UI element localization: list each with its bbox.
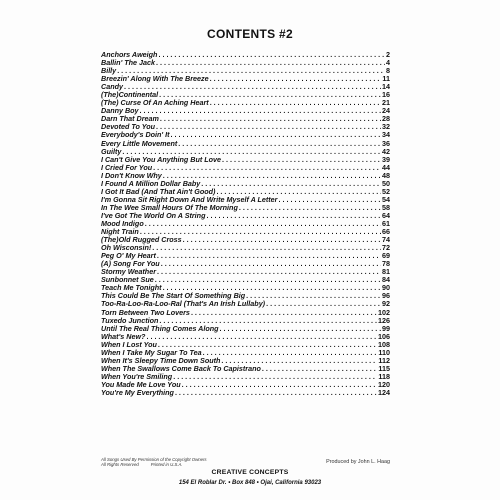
- toc-entry: [101, 83, 390, 91]
- page-number: 8: [386, 67, 390, 76]
- dot-leader: [182, 381, 377, 389]
- dot-leader: [206, 212, 381, 220]
- toc-entry: [101, 236, 390, 244]
- song-title: Teach Me Tonight: [101, 284, 162, 293]
- dot-leader: [159, 317, 377, 325]
- toc-entry: [101, 220, 390, 228]
- dot-leader: [175, 389, 377, 397]
- dot-leader: [156, 59, 385, 67]
- dot-leader: [216, 188, 381, 196]
- toc-entry: [101, 228, 390, 236]
- toc-entry: [101, 164, 390, 172]
- toc-entry: [101, 317, 390, 325]
- dot-leader: [155, 276, 381, 284]
- page-number: 28: [382, 115, 390, 124]
- song-title: Tuxedo Junction: [101, 316, 159, 325]
- dot-leader: [156, 123, 381, 131]
- toc-entry: [101, 59, 390, 67]
- page-number: 61: [382, 219, 390, 228]
- song-title: When It's Sleepy Time Down South: [101, 356, 221, 365]
- toc-entry: [101, 156, 390, 164]
- song-title: In The Wee Small Hours Of The Morning: [101, 203, 238, 212]
- toc-entry: [101, 180, 390, 188]
- page-number: 58: [382, 203, 390, 212]
- page-number: 99: [382, 324, 390, 333]
- dot-leader: [140, 228, 381, 236]
- page-number: 21: [382, 99, 390, 108]
- toc-entry: [101, 99, 390, 107]
- song-title: Everybody's Doin' It: [101, 131, 170, 140]
- toc-entry: [101, 373, 390, 381]
- song-title: Ballin' The Jack: [101, 59, 156, 68]
- toc-entry: [101, 67, 390, 75]
- page-number: 42: [382, 147, 390, 156]
- song-title: Billy: [101, 67, 117, 76]
- toc-entry: [101, 381, 390, 389]
- toc-entry: [101, 357, 390, 365]
- dot-leader: [210, 75, 382, 83]
- song-title: I've Got The World On A String: [101, 211, 206, 220]
- song-title: Oh Wisconsin!: [101, 244, 152, 253]
- page-number: 4: [386, 59, 390, 68]
- publisher-address: 154 El Roblar Dr. • Box 848 • Ojai, California 93023: [178, 480, 322, 486]
- toc-entry: [101, 276, 390, 284]
- page-number: 112: [378, 356, 390, 365]
- song-title: What's New?: [101, 332, 146, 341]
- song-title: Peg O' My Heart: [101, 252, 156, 261]
- dot-leader: [157, 252, 381, 260]
- toc-entry: [101, 148, 390, 156]
- toc-entry: [101, 244, 390, 252]
- page-title: CONTENTS #2: [207, 27, 293, 41]
- page-number: 39: [382, 155, 390, 164]
- page-number: 120: [378, 380, 390, 389]
- page-number: 124: [378, 388, 390, 397]
- toc-entry: [101, 300, 390, 308]
- page-number: 108: [378, 340, 390, 349]
- dot-leader: [191, 309, 377, 317]
- toc-entry: [101, 131, 390, 139]
- page-number: 78: [382, 260, 390, 269]
- toc-entry: [101, 75, 390, 83]
- dot-leader: [158, 51, 385, 59]
- page-number: 64: [382, 211, 390, 220]
- page-number: 54: [382, 195, 390, 204]
- song-title: Stormy Weather: [101, 268, 156, 277]
- song-title: Too-Ra-Loo-Ra-Loo-Ral (That's An Irish Lullaby): [101, 300, 266, 309]
- song-title: When I Lost You: [101, 340, 157, 349]
- dot-leader: [221, 357, 377, 365]
- dot-leader: [246, 292, 381, 300]
- song-title: (The)Continental: [101, 91, 159, 100]
- song-title: Breezin' Along With The Breeze: [101, 75, 209, 84]
- song-title: Danny Boy: [101, 107, 139, 116]
- dot-leader: [183, 236, 381, 244]
- page-number: 2: [386, 51, 390, 59]
- page-number: 106: [378, 332, 390, 341]
- song-title: (The) Curse Of An Aching Heart: [101, 99, 209, 108]
- toc-entry: [101, 204, 390, 212]
- song-title: Guilty: [101, 147, 122, 156]
- page-number: 14: [382, 83, 390, 92]
- song-title: Darn That Dream: [101, 115, 159, 124]
- dot-leader: [146, 333, 377, 341]
- toc-entry: [101, 309, 390, 317]
- song-title: Torn Between Two Lovers: [101, 308, 190, 317]
- toc-entry: [101, 389, 390, 397]
- song-title: I Can't Give You Anything But Love: [101, 155, 222, 164]
- song-title: I Got It Bad (And That Ain't Good): [101, 187, 216, 196]
- song-title: Sunbonnet Sue: [101, 276, 154, 285]
- page-number: 74: [382, 236, 390, 245]
- toc-entry: [101, 260, 390, 268]
- page-number: 24: [382, 107, 390, 116]
- publisher-name: CREATIVE CONCEPTS: [211, 469, 289, 476]
- page-number: 96: [382, 292, 390, 301]
- song-title: Candy: [101, 83, 123, 92]
- toc-entry: [101, 349, 390, 357]
- song-title: When I Take My Sugar To Tea: [101, 348, 202, 357]
- song-title: When You're Smiling: [101, 372, 173, 381]
- dot-leader: [163, 284, 381, 292]
- song-title: You're My Everything: [101, 388, 174, 397]
- toc-entry: [101, 115, 390, 123]
- toc-entry: [101, 107, 390, 115]
- dot-leader: [140, 107, 381, 115]
- song-title: This Could Be The Start Of Something Big: [101, 292, 246, 301]
- permission-text: All Songs Used By Permission of the Copyright Owners: [101, 457, 207, 462]
- page-number: 118: [378, 372, 390, 381]
- dot-leader: [160, 115, 381, 123]
- song-title: I'm Gonna Sit Right Down And Write Myself A Letter: [101, 195, 278, 204]
- toc-entry: [101, 325, 390, 333]
- page-number: 102: [378, 308, 390, 317]
- dot-leader: [278, 196, 381, 204]
- page-number: 36: [382, 139, 390, 148]
- song-title: Night Train: [101, 228, 139, 237]
- dot-leader: [124, 83, 381, 91]
- dot-leader: [201, 180, 381, 188]
- dot-leader: [161, 260, 381, 268]
- toc-entry: [101, 333, 390, 341]
- song-title: You Made Me Love You: [101, 380, 181, 389]
- toc-entry: [101, 172, 390, 180]
- song-title: Mood Indigo: [101, 219, 144, 228]
- page-number: 52: [382, 187, 390, 196]
- rights-text: All Rights Reserved: [101, 462, 139, 468]
- toc-entry: [101, 91, 390, 99]
- toc-entry: [101, 292, 390, 300]
- song-title: Devoted To You: [101, 123, 156, 132]
- dot-leader: [262, 365, 378, 373]
- dot-leader: [157, 268, 381, 276]
- song-title: When The Swallows Come Back To Capistrano: [101, 364, 261, 373]
- toc-entry: [101, 365, 390, 373]
- dot-leader: [239, 204, 381, 212]
- page-number: 90: [382, 284, 390, 293]
- printed-text: Printed in U.S.A.: [150, 462, 183, 468]
- song-title: Anchors Aweigh: [101, 51, 158, 59]
- toc-entry: [101, 252, 390, 260]
- copyright-notice: [101, 457, 207, 468]
- page-number: 44: [382, 163, 390, 172]
- dot-leader: [152, 244, 381, 252]
- page-number: 110: [378, 348, 390, 357]
- dot-leader: [203, 349, 378, 357]
- toc-entry: [101, 268, 390, 276]
- dot-leader: [122, 148, 381, 156]
- page-number: 16: [382, 91, 390, 100]
- toc-entry: [101, 51, 390, 59]
- song-title: I Cried For You: [101, 163, 153, 172]
- page-number: 11: [382, 75, 390, 84]
- producer-credit: Produced by John L. Haag: [326, 459, 390, 465]
- dot-leader: [153, 164, 381, 172]
- toc-entry: [101, 284, 390, 292]
- page-number: 50: [382, 179, 390, 188]
- toc-entry: [101, 123, 390, 131]
- page-number: 48: [382, 171, 390, 180]
- dot-leader: [163, 172, 381, 180]
- dot-leader: [178, 140, 381, 148]
- dot-leader: [266, 300, 381, 308]
- page-number: 32: [382, 123, 390, 132]
- page-number: 115: [378, 364, 390, 373]
- toc-entry: [101, 196, 390, 204]
- toc-entry: [101, 212, 390, 220]
- dot-leader: [117, 67, 385, 75]
- dot-leader: [210, 99, 381, 107]
- dot-leader: [159, 91, 381, 99]
- song-title: (A) Song For You: [101, 260, 160, 269]
- toc-entry: [101, 140, 390, 148]
- page-number: 92: [382, 300, 390, 309]
- dot-leader: [173, 373, 377, 381]
- page-number: 126: [378, 316, 390, 325]
- toc-entry: [101, 341, 390, 349]
- page-number: 81: [382, 268, 390, 277]
- page-number: 66: [382, 228, 390, 237]
- song-title: I Found A Million Dollar Baby: [101, 179, 201, 188]
- dot-leader: [222, 156, 381, 164]
- dot-leader: [145, 220, 381, 228]
- toc-entry: [101, 188, 390, 196]
- page-number: 72: [382, 244, 390, 253]
- dot-leader: [171, 131, 381, 139]
- song-title: I Don't Know Why: [101, 171, 162, 180]
- song-title: Every Little Movement: [101, 139, 178, 148]
- song-title: Until The Real Thing Comes Along: [101, 324, 219, 333]
- dot-leader: [158, 341, 377, 349]
- dot-leader: [220, 325, 381, 333]
- page-number: 69: [382, 252, 390, 261]
- table-of-contents: [101, 51, 390, 397]
- page-number: 84: [382, 276, 390, 285]
- page-number: 34: [382, 131, 390, 140]
- song-title: (The)Old Rugged Cross: [101, 236, 182, 245]
